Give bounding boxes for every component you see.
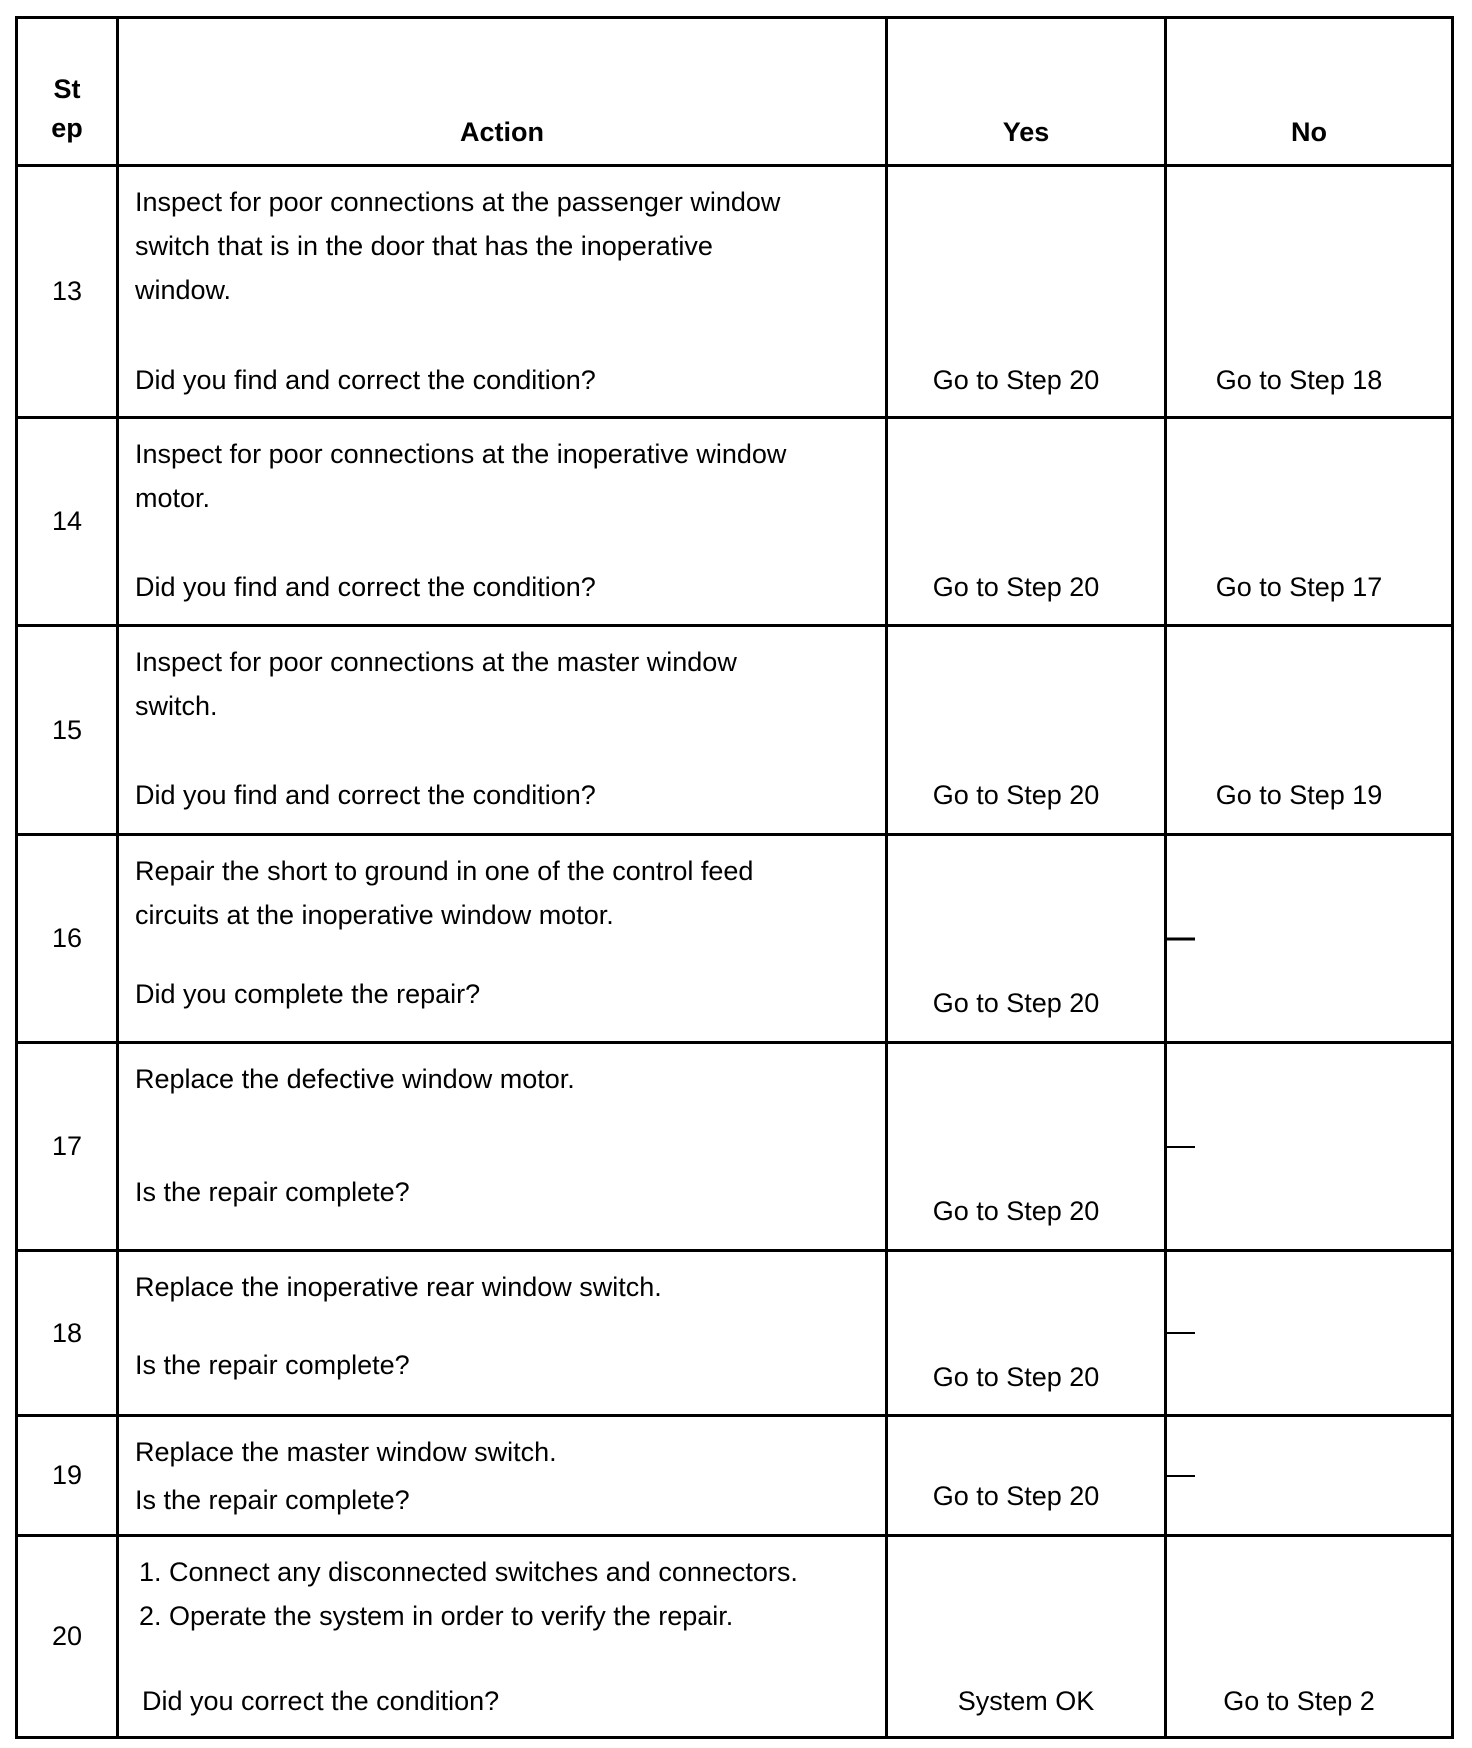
yes-result: Go to Step 20 (932, 988, 1100, 1018)
action-question: Is the repair complete? (135, 1485, 410, 1515)
action-cell (118, 626, 887, 835)
action-cell (118, 1251, 887, 1416)
yes-result: Go to Step 20 (932, 572, 1100, 602)
yes-result: Go to Step 20 (932, 780, 1100, 810)
yes-column-header: Yes (887, 18, 1166, 166)
action-text: Inspect for poor connections at the passenger window (135, 187, 781, 217)
action-cell (118, 166, 887, 418)
yes-cell (887, 166, 1166, 418)
yes-cell (887, 1043, 1166, 1251)
no-dash (1167, 1332, 1195, 1334)
yes-cell (887, 1251, 1166, 1416)
no-column-header: No (1166, 18, 1453, 166)
table-row (17, 166, 1453, 418)
action-list-item: 2. Operate the system in order to verify the repair. (139, 1601, 734, 1631)
table-row (17, 626, 1453, 835)
yes-result: Go to Step 20 (932, 1362, 1100, 1392)
yes-cell (887, 835, 1166, 1043)
no-cell (1166, 626, 1453, 835)
yes-cell (887, 418, 1166, 626)
no-cell (1166, 166, 1453, 418)
diagnostic-table (15, 16, 1454, 1739)
yes-result: Go to Step 20 (932, 1196, 1100, 1226)
no-cell (1166, 1043, 1453, 1251)
action-text: switch that is in the door that has the inoperative (135, 231, 713, 261)
action-text: circuits at the inoperative window motor. (135, 900, 614, 930)
step-number: 14 (17, 418, 118, 626)
yes-result: Go to Step 20 (932, 365, 1100, 395)
action-cell (118, 418, 887, 626)
step-number: 15 (17, 626, 118, 835)
action-text: Replace the defective window motor. (135, 1064, 575, 1094)
no-dash (1167, 1475, 1195, 1477)
yes-cell (887, 1536, 1166, 1738)
no-cell (1166, 1416, 1453, 1536)
action-text: Inspect for poor connections at the master window (135, 647, 737, 677)
yes-result: System OK (957, 1686, 1095, 1716)
step-number: 18 (17, 1251, 118, 1416)
table-row (17, 1043, 1453, 1251)
action-question: Did you correct the condition? (142, 1686, 500, 1716)
action-cell (118, 1416, 887, 1536)
action-text: Replace the master window switch. (135, 1437, 557, 1467)
table-row (17, 1416, 1453, 1536)
action-text: window. (135, 275, 232, 305)
step-number: 16 (17, 835, 118, 1043)
action-question: Did you complete the repair? (135, 979, 481, 1009)
action-text: Repair the short to ground in one of the control feed (135, 856, 754, 886)
action-text: switch. (135, 691, 218, 721)
action-cell (118, 1043, 887, 1251)
table-row (17, 835, 1453, 1043)
no-cell (1166, 418, 1453, 626)
table-row (17, 418, 1453, 626)
action-text: Inspect for poor connections at the inoperative window (135, 439, 787, 469)
no-result: Go to Step 18 (1215, 365, 1383, 395)
header-row (17, 18, 1453, 166)
yes-cell (887, 1416, 1166, 1536)
action-list-item: 1. Connect any disconnected switches and connectors. (139, 1557, 798, 1587)
no-cell (1166, 1251, 1453, 1416)
action-cell (118, 835, 887, 1043)
table-row (17, 1251, 1453, 1416)
no-result: Go to Step 2 (1223, 1686, 1375, 1716)
table-row (17, 1536, 1453, 1738)
step-column-header (17, 18, 118, 166)
no-cell (1166, 1536, 1453, 1738)
step-number: 17 (17, 1043, 118, 1251)
action-column-header: Action (118, 18, 887, 166)
action-cell (118, 1536, 887, 1738)
action-question: Did you find and correct the condition? (135, 365, 596, 395)
no-dash (1167, 937, 1195, 940)
step-number: 13 (17, 166, 118, 418)
no-dash (1167, 1146, 1195, 1148)
action-text: motor. (135, 483, 211, 513)
step-header-line2: ep (51, 113, 83, 143)
no-result: Go to Step 19 (1215, 780, 1383, 810)
action-question: Did you find and correct the condition? (135, 780, 596, 810)
yes-cell (887, 626, 1166, 835)
step-number: 20 (17, 1536, 118, 1738)
action-text: Replace the inoperative rear window switch. (135, 1272, 662, 1302)
step-header-line1: St (53, 74, 81, 104)
step-number: 19 (17, 1416, 118, 1536)
action-question: Is the repair complete? (135, 1350, 410, 1380)
action-question: Did you find and correct the condition? (135, 572, 596, 602)
no-result: Go to Step 17 (1215, 572, 1383, 602)
yes-result: Go to Step 20 (932, 1481, 1100, 1511)
no-cell (1166, 835, 1453, 1043)
action-question: Is the repair complete? (135, 1177, 410, 1207)
